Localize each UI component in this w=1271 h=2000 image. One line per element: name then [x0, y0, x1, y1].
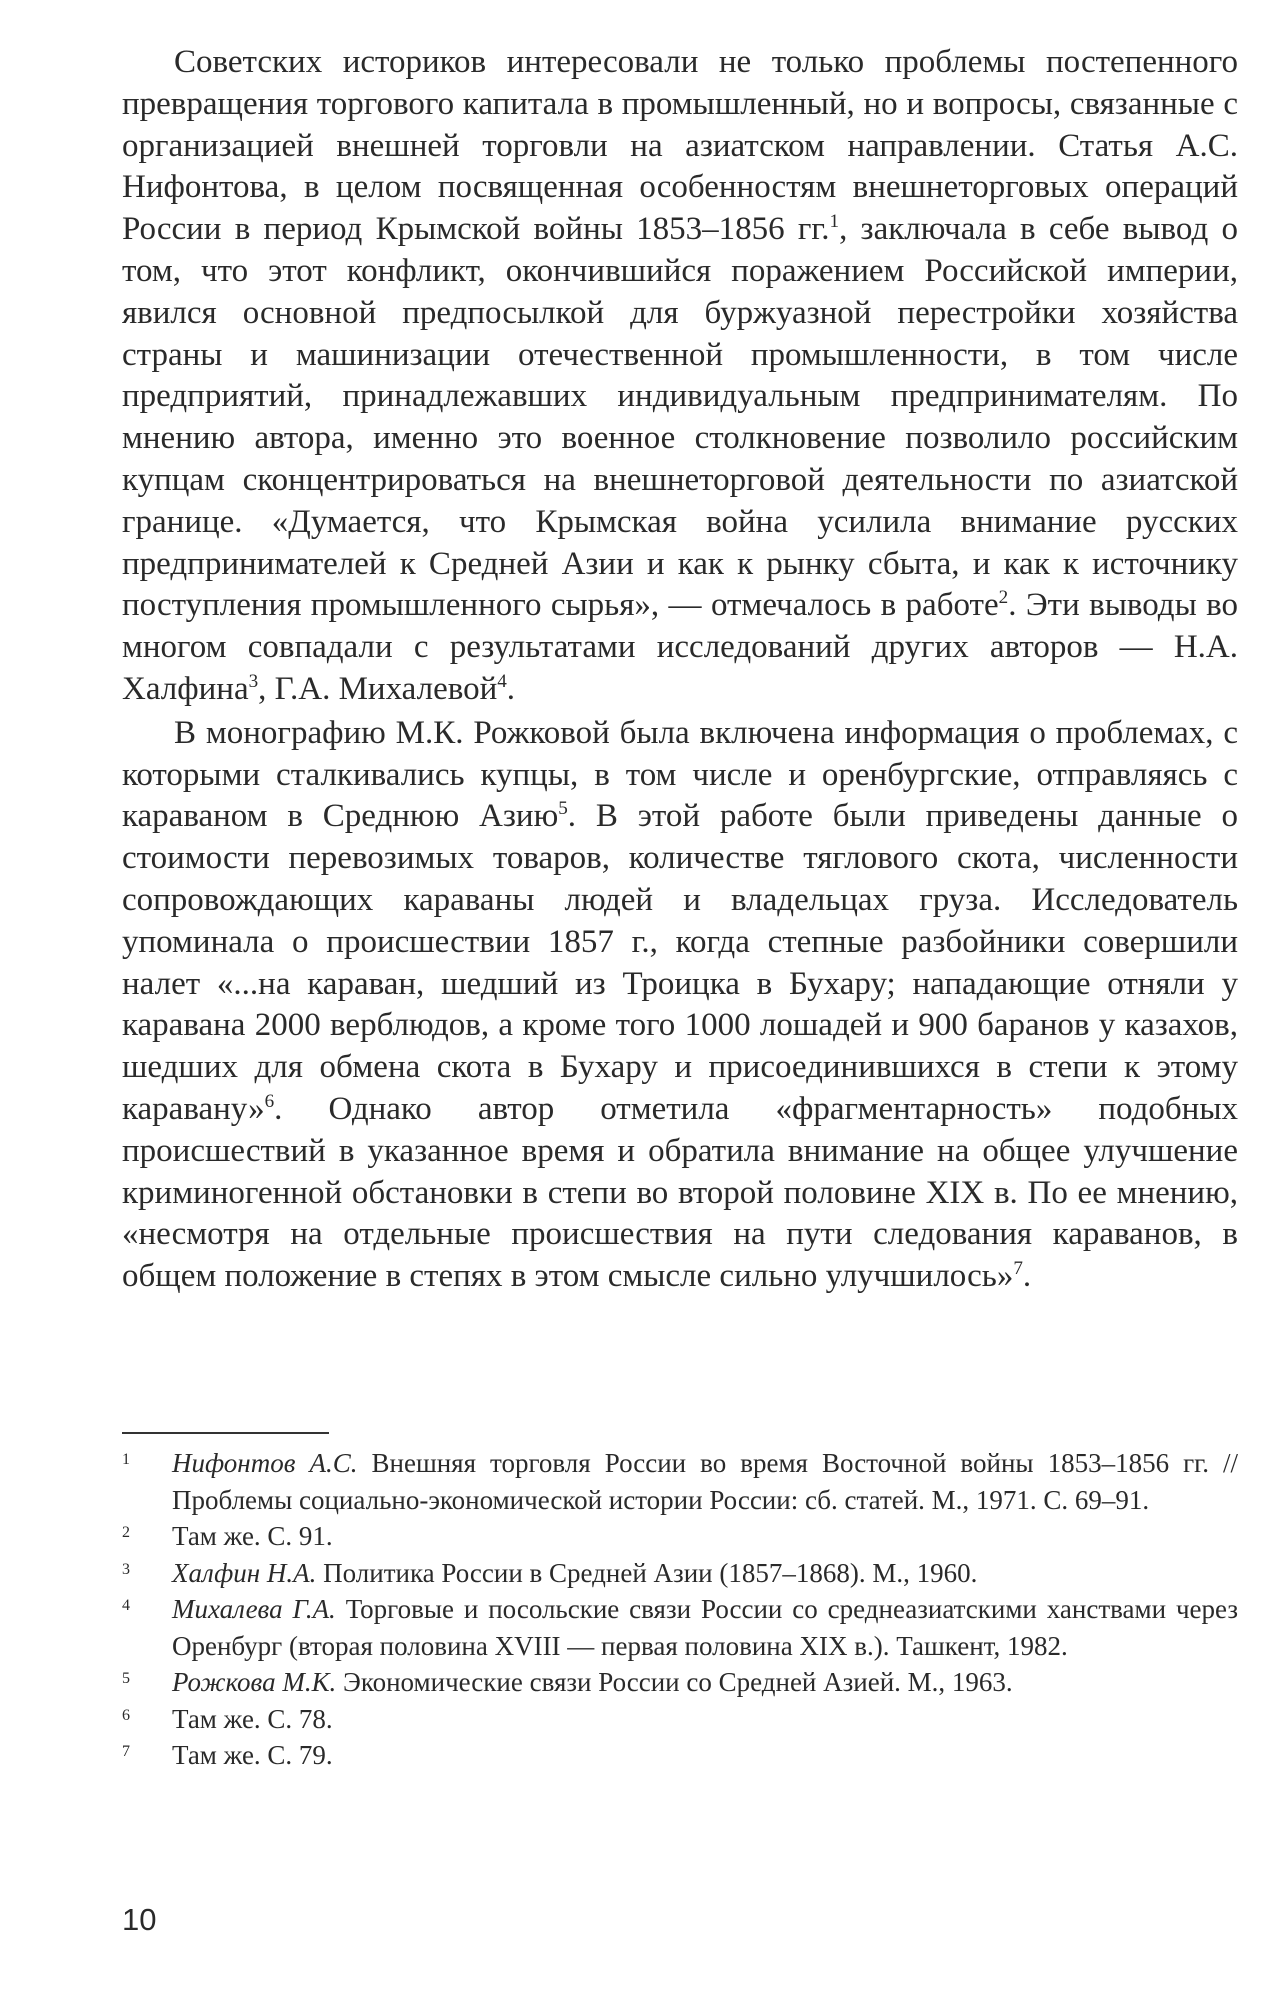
footnote-ref: 4 — [497, 671, 507, 693]
footnote-body: Там же. С. 78. — [172, 1703, 333, 1734]
footnote-ref: 6 — [264, 1091, 275, 1113]
footnote-number: 3 — [122, 1560, 130, 1578]
footnote — [122, 1518, 1238, 1555]
footnote — [122, 1555, 1238, 1592]
footnote-number: 1 — [122, 1451, 130, 1468]
text-run: . Однако автор отметила «фрагментарность» подобных происшествий в указанное время и обратила внимание на общее улучшение криминогенной обстановки в степи во второй половине XIX в. По ее мнению, «несмотря на отдельные происшествия на пути следования караванов, в общем положение в степях в этом смысле сильно улучшилось» — [122, 1090, 1238, 1295]
text-run: , заключала в себе вывод о том, что этот конфликт, окончившийся поражением Российской империи, явился основной предпосылкой для буржуазной перестройки хозяйства страны и машинизации отечественной промышленности, в том числе предприятий, принадлежавших индивидуальным предпринимателям. По мнению автора, именно это военное столкновение позволило российским купцам сконцентрироваться на внешнеторговой деятельности по азиатской границе. «Думается, что Крымская война усилила внимание русских предпринимателей к Средней Азии и как к рынку сбыта, и как к источнику поступления промышленного сырья», — отмечалось в работе — [122, 211, 1238, 624]
footnote-ref: 7 — [1013, 1258, 1023, 1280]
footnote — [122, 1591, 1238, 1664]
text-run: В монографию М.К. Рожковой была включена информация о проблемах, с которыми сталкивались купцы, в том числе и оренбургские, отправляясь с караваном в Среднюю Азию — [122, 714, 1238, 835]
footnote-text — [172, 1701, 1238, 1738]
page-number: 10 — [122, 1902, 157, 1937]
footnote-text — [172, 1445, 1238, 1518]
footnote-text — [172, 1518, 1238, 1555]
footnote — [122, 1701, 1238, 1738]
footnote-body: Внешняя торговля России во время Восточной войны 1853–1856 гг. // Проблемы социально-экономической истории России: сб. статей. М., 1971. С. 69–91. — [172, 1448, 1238, 1515]
footnote-text — [172, 1664, 1238, 1701]
footnote — [122, 1445, 1238, 1518]
main-text — [122, 42, 1238, 1298]
footnote-ref: 5 — [558, 798, 568, 820]
footnote-author: Халфин Н.А. — [172, 1557, 317, 1588]
text-run: , Г.А. Михалевой — [258, 670, 498, 707]
footnote-body: Торговые и посольские связи России со среднеазиатскими ханствами через Оренбург (вторая половина XVIII — первая половина XIX в.). Ташкент, 1982. — [172, 1594, 1238, 1661]
footnote-body: Политика России в Средней Азии (1857–1868). М., 1960. — [316, 1557, 978, 1588]
footnote-ref: 2 — [998, 587, 1009, 609]
footnote-author: Рожкова М.К. — [172, 1667, 337, 1697]
footnote-number: 6 — [122, 1706, 130, 1724]
text-run: . — [1022, 1258, 1032, 1295]
footnote-body: Там же. С. 79. — [172, 1740, 333, 1770]
text-run: . В этой работе были приведены данные о стоимости перевозимых товаров, количестве тяглового скота, численности сопровождающих караваны людей и владельцах груза. Исследователь упоминала о происшествии 1857 г., когда степные разбойники совершили налет «...на караван, шедший из Троицка в Бухару; нападающие отняли у каравана 2000 верблюдов, а кроме того 1000 лошадей и 900 баранов у казахов, шедших для обмена скота в Бухару и присоединившихся в степи к этому каравану» — [122, 798, 1239, 1127]
footnote-text — [172, 1737, 1238, 1774]
footnote-number: 5 — [122, 1670, 130, 1687]
footnote-text — [172, 1591, 1238, 1664]
footnote-author: Нифонтов А.С. — [172, 1448, 358, 1478]
footnote-text — [172, 1555, 1238, 1592]
footnotes — [122, 1445, 1238, 1774]
footnote-ref: 1 — [829, 211, 840, 233]
footnote-body: Там же. С. 91. — [172, 1521, 333, 1551]
footnote-separator — [122, 1432, 329, 1434]
footnote-number: 2 — [122, 1524, 130, 1541]
footnote-ref: 3 — [248, 671, 259, 693]
text-run: Советских историков интересовали не только проблемы постепенного превращения торгового капитала в промышленный, но и вопросы, связанные с организацией внешней торговли на азиатском направлении. Статья А.С. Нифонтова, в целом посвященная особенностям внешнеторговых операций России в период Крымской войны 1853–1856 гг. — [122, 44, 1238, 248]
paragraph — [122, 42, 1238, 711]
footnote — [122, 1664, 1238, 1701]
text-run: . Эти выводы во многом совпадали с результатами исследований других авторов — Н.А. Халфина — [122, 587, 1239, 707]
footnote-number: 4 — [122, 1597, 130, 1614]
text-run: . — [506, 670, 516, 707]
paragraph — [122, 713, 1238, 1298]
footnote-number: 7 — [122, 1743, 130, 1760]
footnote-body: Экономические связи России со Средней Азией. М., 1963. — [336, 1667, 1013, 1697]
footnote-author: Михалева Г.А. — [172, 1594, 336, 1624]
footnote — [122, 1737, 1238, 1774]
